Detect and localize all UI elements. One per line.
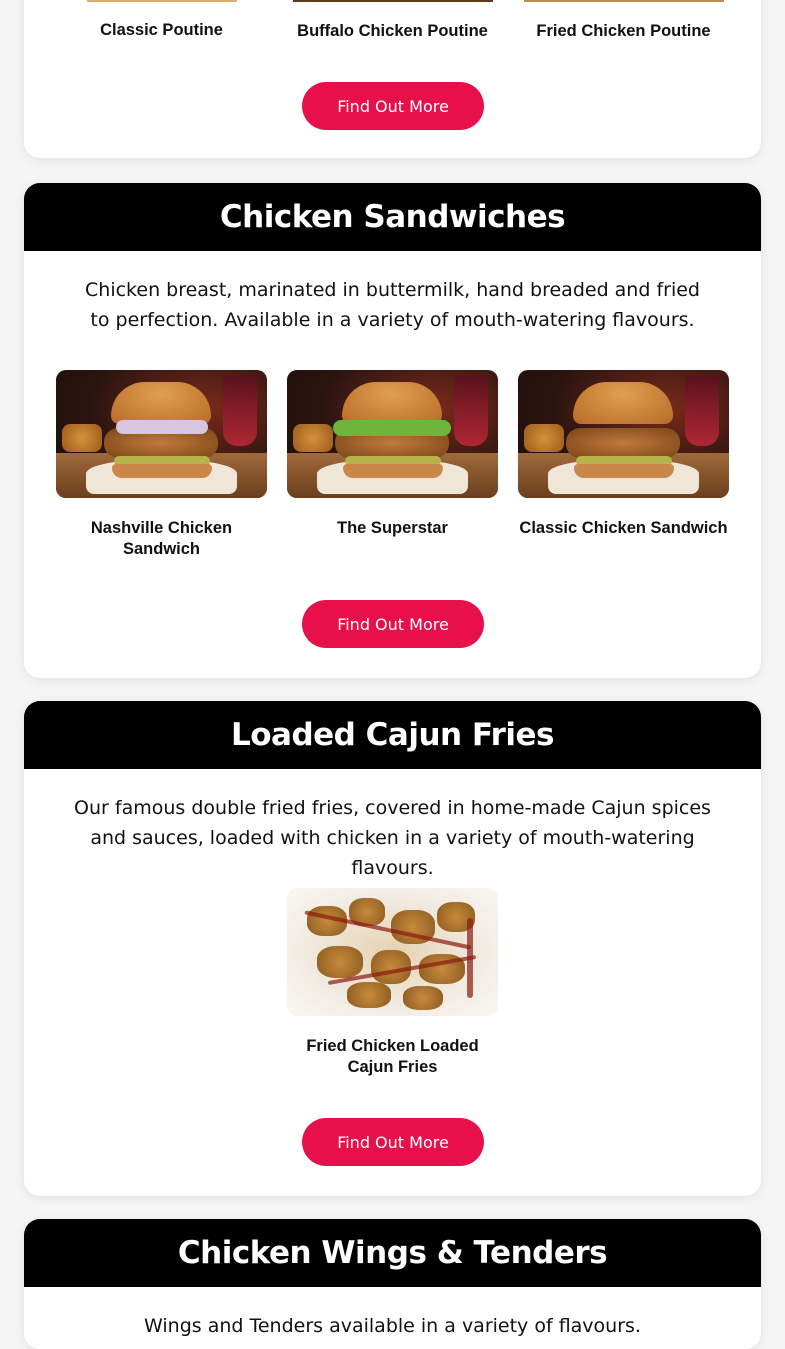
item-name: Buffalo Chicken Poutine [297, 22, 488, 40]
menu-item[interactable] [287, 370, 498, 560]
section-title: Chicken Sandwiches [219, 199, 566, 235]
fries-item-list [56, 888, 729, 1078]
item-image-edge [293, 0, 493, 2]
item-image-edge [87, 0, 237, 2]
section-description: Chicken breast, marinated in buttermilk, hand breaded and fried to perfection. Available in a variety of mouth-watering flavours. [85, 279, 700, 331]
menu-item[interactable] [56, 370, 267, 560]
section-title: Chicken Wings & Tenders [177, 1235, 608, 1271]
section-header [24, 183, 761, 251]
chicken-wings-tenders-card [24, 1219, 761, 1349]
item-image[interactable] [287, 370, 498, 498]
section-header [24, 701, 761, 769]
chicken-sandwiches-card [24, 183, 761, 678]
find-out-more-button[interactable]: Find Out More [302, 1118, 484, 1166]
item-image[interactable] [287, 888, 498, 1016]
item-name: Fried Chicken Loaded Cajun Fries [306, 1037, 479, 1076]
menu-item[interactable] [287, 888, 498, 1078]
poutine-item-list [56, 0, 729, 42]
section-description: Our famous double fried fries, covered in home-made Cajun spices and sauces, loaded with chicken in a variety of mouth-watering flavours. [74, 797, 711, 879]
item-name: Classic Poutine [100, 21, 223, 39]
item-image-edge [524, 0, 724, 2]
item-name: Fried Chicken Poutine [536, 22, 711, 40]
menu-item[interactable] [287, 0, 498, 42]
section-description: Wings and Tenders available in a variety of flavours. [144, 1315, 641, 1337]
sandwich-item-list [56, 370, 729, 560]
item-image[interactable] [518, 370, 729, 498]
find-out-more-button[interactable]: Find Out More [302, 82, 484, 130]
loaded-cajun-fries-card [24, 701, 761, 1196]
item-name: Nashville Chicken Sandwich [90, 519, 233, 558]
poutine-card [24, 0, 761, 158]
menu-item[interactable] [518, 370, 729, 560]
menu-item[interactable] [518, 0, 729, 42]
item-name: Classic Chicken Sandwich [519, 519, 728, 537]
menu-item[interactable] [56, 0, 267, 42]
find-out-more-button[interactable]: Find Out More [302, 600, 484, 648]
section-title: Loaded Cajun Fries [231, 717, 554, 753]
item-name: The Superstar [337, 519, 448, 537]
item-image[interactable] [56, 370, 267, 498]
section-header [24, 1219, 761, 1287]
